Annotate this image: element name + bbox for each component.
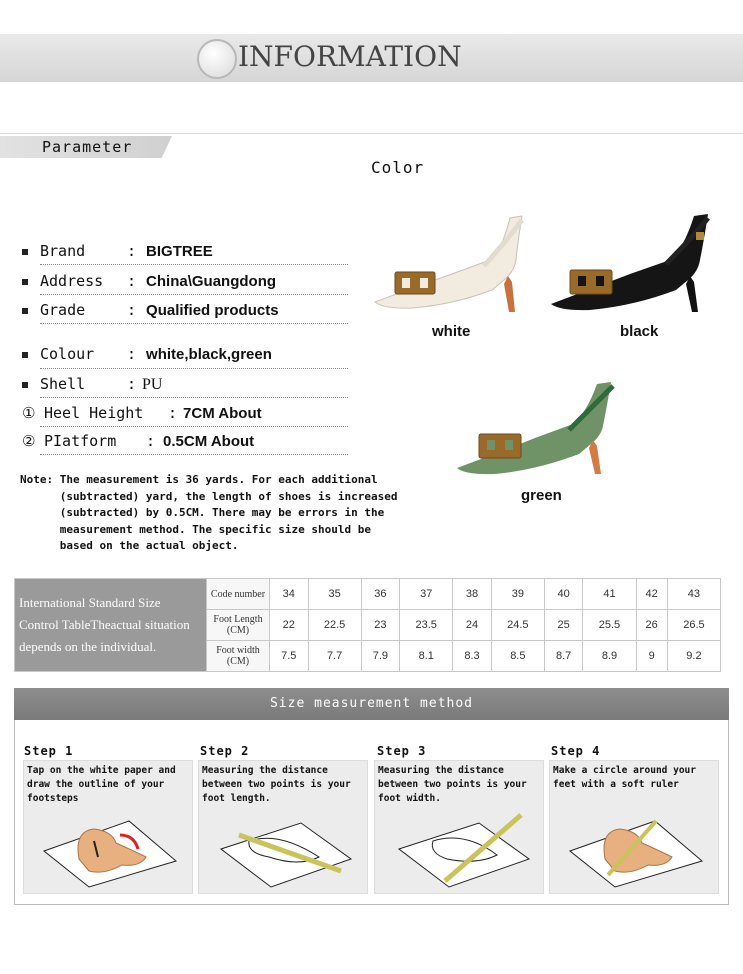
spec-value: Qualified products bbox=[146, 302, 279, 319]
step-1-card bbox=[23, 760, 193, 894]
table-cell: 35 bbox=[308, 579, 361, 610]
spec-value: China\Guangdong bbox=[146, 273, 277, 290]
step-2-card bbox=[198, 760, 368, 894]
table-cell: 22.5 bbox=[308, 610, 361, 641]
divider bbox=[0, 133, 743, 134]
table-cell: 25 bbox=[544, 610, 583, 641]
table-cell: 24.5 bbox=[491, 610, 544, 641]
step-4-label: Step 4 bbox=[551, 744, 601, 758]
spec-value: 7CM About bbox=[183, 405, 262, 422]
row-divider bbox=[40, 426, 348, 427]
shoe-green-image bbox=[455, 376, 627, 476]
table-cell: 7.7 bbox=[308, 641, 361, 672]
bullet-icon bbox=[22, 249, 28, 255]
step-2-label: Step 2 bbox=[200, 744, 250, 758]
table-cell: 41 bbox=[583, 579, 636, 610]
parameter-label: Parameter bbox=[42, 138, 133, 156]
step-4-card bbox=[549, 760, 719, 894]
spec-value: 0.5CM About bbox=[163, 433, 255, 450]
shoe-label-white: white bbox=[432, 323, 471, 340]
table-cell: 34 bbox=[270, 579, 309, 610]
row-header: Foot Length (CM) bbox=[207, 610, 270, 641]
spec-label: Heel Height bbox=[44, 404, 144, 422]
table-cell: 8.9 bbox=[583, 641, 636, 672]
measurement-title: Size measurement method bbox=[269, 696, 473, 711]
row-divider bbox=[40, 323, 348, 324]
spec-row-brand bbox=[22, 242, 213, 264]
table-cell: 8.1 bbox=[400, 641, 453, 672]
spec-value: BIGTREE bbox=[146, 243, 213, 260]
table-cell: 43 bbox=[667, 579, 720, 610]
size-table bbox=[14, 578, 721, 672]
step-desc: Make a circle around your feet with a soft ruler bbox=[553, 765, 696, 790]
step-desc: Measuring the distance between two points is your foot width. bbox=[378, 765, 527, 804]
spec-sep: : bbox=[127, 345, 137, 363]
row-header: Code number bbox=[207, 579, 270, 610]
table-cell: 26 bbox=[636, 610, 667, 641]
table-cell: 7.9 bbox=[361, 641, 400, 672]
row-divider bbox=[40, 397, 348, 398]
row-header: Foot width (CM) bbox=[207, 641, 270, 672]
table-cell: 38 bbox=[453, 579, 492, 610]
table-cell: 36 bbox=[361, 579, 400, 610]
table-cell: 42 bbox=[636, 579, 667, 610]
step-3-card bbox=[374, 760, 544, 894]
row-divider bbox=[40, 264, 348, 265]
row-divider bbox=[40, 454, 348, 455]
bullet-icon bbox=[22, 352, 28, 358]
spec-sep: : bbox=[127, 375, 137, 393]
spec-row-platform bbox=[22, 432, 254, 454]
spec-sep: : bbox=[127, 301, 137, 319]
spec-row-address bbox=[22, 272, 276, 294]
foot-outline-illustration bbox=[34, 801, 184, 889]
spec-sep: : bbox=[127, 242, 137, 260]
step-3-label: Step 3 bbox=[377, 744, 427, 758]
bullet-icon bbox=[22, 279, 28, 285]
spec-label: Colour bbox=[40, 345, 95, 363]
spec-row-shell bbox=[22, 375, 162, 397]
table-cell: 23.5 bbox=[400, 610, 453, 641]
table-cell: 8.7 bbox=[544, 641, 583, 672]
shoe-black-image bbox=[548, 208, 726, 313]
table-cell: 9.2 bbox=[667, 641, 720, 672]
spec-label: Address bbox=[40, 272, 104, 290]
color-title: Color bbox=[371, 158, 425, 177]
table-cell: 22 bbox=[270, 610, 309, 641]
spec-row-heel-height bbox=[22, 404, 262, 426]
spec-value: white,black,green bbox=[146, 346, 272, 363]
table-cell: 25.5 bbox=[583, 610, 636, 641]
banner-title: INFORMATION bbox=[238, 40, 462, 73]
spec-row-colour bbox=[22, 345, 272, 367]
spec-value: PU bbox=[142, 376, 163, 393]
table-cell: 8.5 bbox=[491, 641, 544, 672]
bullet-icon bbox=[22, 308, 28, 314]
table-cell: 8.3 bbox=[453, 641, 492, 672]
table-cell: 9 bbox=[636, 641, 667, 672]
table-cell: 40 bbox=[544, 579, 583, 610]
step-desc: Tap on the white paper and draw the outline of your footsteps bbox=[27, 765, 176, 804]
spec-sep: : bbox=[168, 404, 178, 422]
spec-sep: : bbox=[127, 272, 137, 290]
table-row bbox=[15, 579, 721, 610]
spec-label: Grade bbox=[40, 301, 86, 319]
table-cell: 7.5 bbox=[270, 641, 309, 672]
foot-length-illustration bbox=[209, 801, 359, 889]
soft-ruler-illustration bbox=[560, 801, 710, 889]
shoe-white-image bbox=[372, 210, 542, 315]
spec-sep: : bbox=[146, 432, 156, 450]
row-divider bbox=[40, 294, 348, 295]
spec-label: PIatform bbox=[44, 432, 117, 450]
banner-circle-icon bbox=[197, 39, 237, 79]
circled-number: ② bbox=[22, 432, 36, 450]
step-desc: Measuring the distance between two points is your foot length. bbox=[202, 765, 351, 804]
table-cell: 39 bbox=[491, 579, 544, 610]
bullet-icon bbox=[22, 382, 28, 388]
spec-row-grade bbox=[22, 301, 279, 323]
table-cell: 26.5 bbox=[667, 610, 720, 641]
size-note: Note: The measurement is 36 yards. For each additional (subtracted) yard, the length of shoes is increased (subtracted) by 0.5CM. There may be errors in the measurement method. The specific size should be based on the actual object. bbox=[20, 473, 398, 552]
size-table-intro: International Standard Size Control TableTheactual situation depends on the individual. bbox=[15, 579, 207, 672]
step-1-label: Step 1 bbox=[24, 744, 74, 758]
table-cell: 24 bbox=[453, 610, 492, 641]
shoe-label-black: black bbox=[620, 323, 659, 340]
foot-width-illustration bbox=[385, 801, 535, 889]
table-cell: 23 bbox=[361, 610, 400, 641]
shoe-label-green: green bbox=[521, 487, 562, 504]
circled-number: ① bbox=[22, 404, 36, 422]
row-divider bbox=[40, 368, 348, 369]
spec-label: Shell bbox=[40, 375, 86, 393]
table-cell: 37 bbox=[400, 579, 453, 610]
spec-label: Brand bbox=[40, 242, 86, 260]
